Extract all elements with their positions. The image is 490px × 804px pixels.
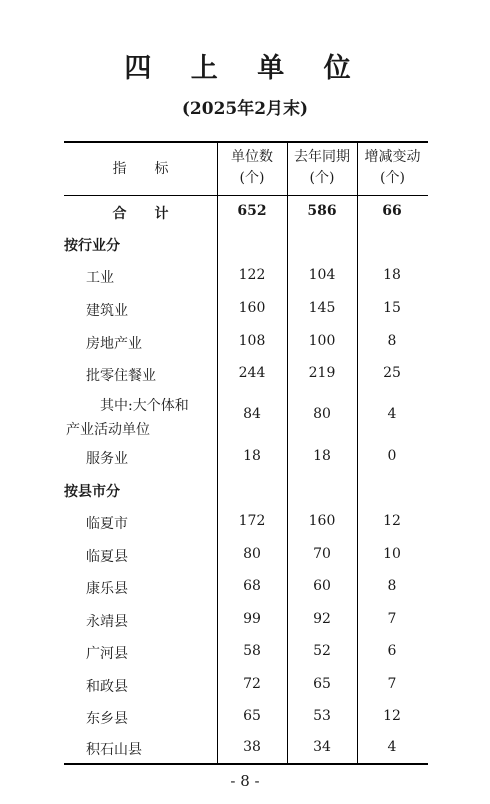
cell-value: 18 bbox=[243, 448, 261, 464]
page-title: 四 上 单 位 bbox=[124, 53, 366, 84]
header-indicator: 指 标 bbox=[112, 161, 169, 177]
row-label: 永靖县 bbox=[86, 614, 128, 630]
cell-value: 652 bbox=[237, 203, 267, 219]
cell-value: 145 bbox=[308, 300, 336, 316]
cell-value: 7 bbox=[387, 611, 397, 627]
header-unit-count-label: 单位数 bbox=[231, 149, 273, 165]
row-label: 临夏县 bbox=[86, 549, 128, 565]
row-label: 建筑业 bbox=[86, 303, 128, 319]
cell-value: 58 bbox=[243, 643, 261, 659]
cell-value: 6 bbox=[387, 643, 397, 659]
cell-value: 99 bbox=[243, 611, 261, 627]
row-label: 积石山县 bbox=[86, 742, 142, 758]
group-heading-county: 按县市分 bbox=[64, 484, 120, 500]
page-number: - 8 - bbox=[230, 772, 260, 790]
row-label: 康乐县 bbox=[86, 581, 128, 597]
group-heading-industry: 按行业分 bbox=[64, 238, 120, 254]
header-unit-label: (个) bbox=[239, 170, 265, 186]
date-subtitle: (2025年2月末) bbox=[181, 99, 309, 119]
cell-value: 65 bbox=[243, 708, 261, 724]
row-label: 服务业 bbox=[86, 451, 128, 467]
header-unit-label: (个) bbox=[380, 170, 405, 186]
cell-value: 72 bbox=[243, 676, 261, 692]
cell-value: 12 bbox=[383, 513, 401, 529]
cell-value: 4 bbox=[387, 406, 397, 422]
cell-value: 122 bbox=[238, 267, 266, 283]
cell-value: 38 bbox=[243, 739, 261, 755]
header-change-label: 增减变动 bbox=[364, 149, 421, 165]
cell-value: 8 bbox=[387, 333, 397, 349]
header-last-year-label: 去年同期 bbox=[294, 149, 350, 165]
cell-value: 8 bbox=[387, 578, 397, 594]
cell-value: 15 bbox=[383, 300, 401, 316]
row-label bbox=[64, 394, 217, 442]
row-label: 房地产业 bbox=[86, 336, 142, 352]
cell-value: 68 bbox=[243, 578, 261, 594]
row-label: 合 计 bbox=[112, 206, 169, 222]
statistics-table bbox=[64, 141, 428, 765]
cell-value: 92 bbox=[313, 611, 331, 627]
row-label: 临夏市 bbox=[86, 516, 128, 532]
row-label: 和政县 bbox=[86, 679, 128, 695]
header-unit-label: (个) bbox=[309, 170, 335, 186]
cell-value: 18 bbox=[383, 267, 401, 283]
cell-value: 84 bbox=[243, 406, 261, 422]
cell-value: 52 bbox=[313, 643, 331, 659]
cell-value: 586 bbox=[307, 203, 337, 219]
row-label-line1: 其中:大个体和 bbox=[100, 398, 189, 414]
header-last-year bbox=[287, 147, 357, 189]
cell-value: 12 bbox=[383, 708, 401, 724]
cell-value: 34 bbox=[313, 739, 331, 755]
row-label: 东乡县 bbox=[86, 711, 128, 727]
row-label-line2: 产业活动单位 bbox=[66, 422, 150, 438]
cell-value: 80 bbox=[243, 546, 261, 562]
cell-value: 25 bbox=[383, 365, 401, 381]
cell-value: 60 bbox=[313, 578, 331, 594]
cell-value: 160 bbox=[238, 300, 266, 316]
cell-value: 10 bbox=[383, 546, 401, 562]
cell-value: 65 bbox=[313, 676, 331, 692]
row-label: 广河县 bbox=[86, 646, 128, 662]
cell-value: 219 bbox=[308, 365, 336, 381]
header-unit-count bbox=[217, 147, 287, 189]
row-label: 批零住餐业 bbox=[86, 368, 156, 384]
cell-value: 0 bbox=[387, 448, 397, 464]
cell-value: 172 bbox=[238, 513, 266, 529]
cell-value: 70 bbox=[313, 546, 331, 562]
cell-value: 53 bbox=[313, 708, 331, 724]
cell-value: 160 bbox=[308, 513, 336, 529]
cell-value: 244 bbox=[238, 365, 266, 381]
header-change bbox=[357, 147, 428, 189]
header-divider bbox=[64, 195, 428, 196]
cell-value: 100 bbox=[308, 333, 336, 349]
row-label: 工业 bbox=[86, 270, 114, 286]
cell-value: 108 bbox=[238, 333, 266, 349]
cell-value: 66 bbox=[382, 203, 402, 219]
cell-value: 4 bbox=[387, 739, 397, 755]
cell-value: 104 bbox=[308, 267, 336, 283]
cell-value: 7 bbox=[387, 676, 397, 692]
cell-value: 80 bbox=[313, 406, 331, 422]
cell-value: 18 bbox=[313, 448, 331, 464]
